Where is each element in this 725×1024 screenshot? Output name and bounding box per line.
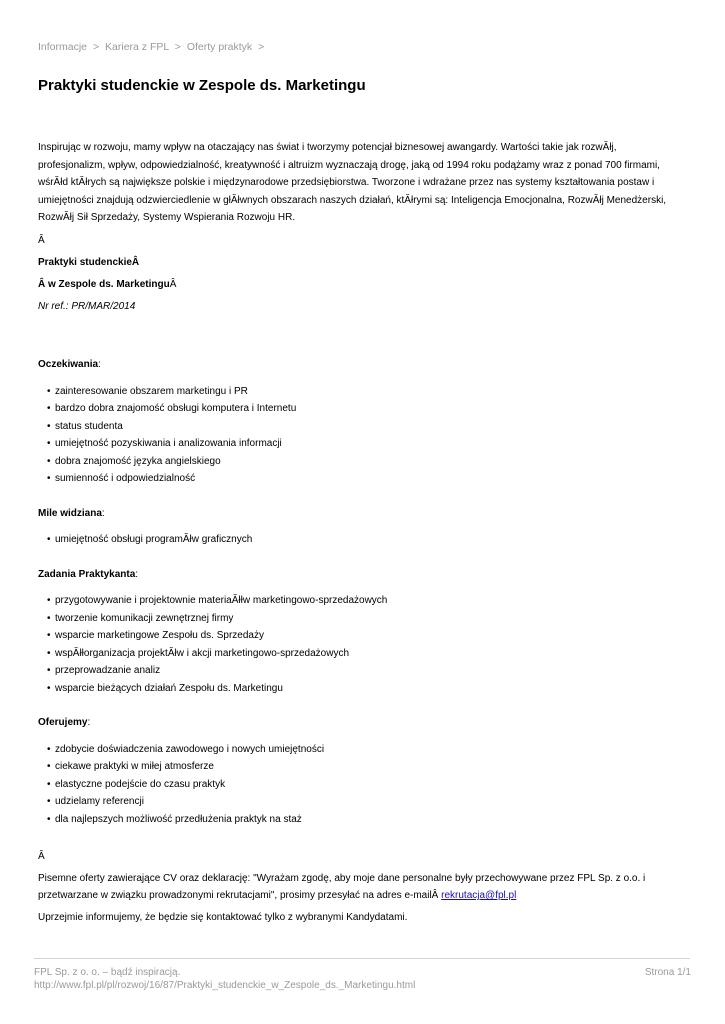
section-mile-widziana (38, 505, 678, 549)
breadcrumb-separator: > (258, 41, 265, 53)
section-heading-colon: : (98, 359, 101, 370)
breadcrumb-separator: > (92, 41, 100, 53)
list-item: • wspĂłłorganizacja projektĂłw i akcji marketingowo-sprzedażowych (47, 645, 678, 663)
list-item: • zainteresowanie obszarem marketingu i PR (47, 383, 678, 401)
section-heading-colon: : (135, 568, 139, 580)
offer-list (38, 741, 678, 829)
breadcrumb-link-informacje[interactable]: Informacje (38, 41, 88, 53)
list-item: • wsparcie marketingowe Zespołu ds. Sprzedaży (47, 627, 678, 645)
list-item: • dla najlepszych możliwość przedłużenia praktyk na staż (47, 811, 678, 829)
section-oczekiwania (38, 356, 678, 488)
list-item: • bardzo dobra znajomość obsługi komputera i Internetu (47, 400, 678, 418)
page-number: Strona 1/1 (644, 967, 691, 978)
section-heading-colon: : (87, 717, 91, 728)
list-item: • przeprowadzanie analiz (47, 662, 678, 680)
list-item: • ciekawe praktyki w miłej atmosferze (47, 758, 678, 776)
section-heading (38, 714, 678, 732)
contact-note: Uprzejmie informujemy, że będzie się kontaktować tylko z wybranymi Kandydatami. (38, 911, 408, 923)
job-title-text: Praktyki studenckieÂ (38, 256, 140, 268)
list-item: • elastyczne podejście do czasu praktyk (47, 776, 678, 794)
job-title-team: Â w Zespole ds. Marketingu (38, 278, 170, 290)
section-heading (38, 566, 678, 584)
section-oferujemy (38, 714, 678, 828)
list-item: • tworzenie komunikacji zewnętrznej firmy (47, 610, 678, 628)
list-item: • sumienność i odpowiedzialność (47, 470, 678, 488)
footer-url: http://www.fpl.pl/pl/rozwoj/16/87/Praktyki_studenckie_w_Zespole_ds._Marketingu.html (34, 979, 416, 991)
nice-to-have-list (38, 531, 678, 549)
requirements-list (38, 383, 678, 488)
breadcrumb (38, 41, 267, 53)
footer-divider (34, 958, 690, 959)
reference-number: Nr ref.: PR/MAR/2014 (38, 300, 136, 312)
job-title-line2 (38, 276, 678, 294)
stray-char: Â (38, 851, 45, 862)
list-item: • status studenta (47, 418, 678, 436)
list-item: • dobra znajomość języka angielskiego (47, 453, 678, 471)
breadcrumb-link-oferty[interactable]: Oferty praktyk (186, 41, 253, 53)
list-item: • umiejętność pozyskiwania i analizowania informacji (47, 435, 678, 453)
email-link[interactable]: rekrutacja@fpl.pl (441, 890, 517, 901)
stray-char: Â (38, 234, 45, 246)
application-instructions (38, 870, 678, 905)
section-heading-text: Zadania Praktykanta (38, 568, 136, 580)
list-item: • przygotowywanie i projektownie materiaĂłłw marketingowo-sprzedażowych (47, 592, 678, 610)
tasks-list (38, 592, 678, 697)
job-title-line1 (38, 254, 678, 272)
job-offer-content (38, 139, 678, 926)
page-title: Praktyki studenckie w Zespole ds. Marketingu (38, 77, 366, 94)
section-heading-colon: : (101, 507, 105, 519)
section-heading (38, 356, 678, 374)
section-heading-text: Oferujemy (38, 717, 88, 728)
section-zadania (38, 566, 678, 698)
section-heading-text: Mile widziana (38, 507, 102, 519)
list-item: • wsparcie bieżących działań Zespołu ds. Marketingu (47, 680, 678, 698)
breadcrumb-link-kariera[interactable]: Kariera z FPL (105, 41, 169, 53)
section-heading-text: Oczekiwania (38, 359, 99, 370)
company-intro: Inspirując w rozwoju, mamy wpływ na otaczający nas świat i tworzymy potencjał biznesowej awangardy. Wartości takie jak rozwĂłj, profesjonalizm, wpływ, odpowiedzialność, kreatywność i altruizm wyznaczają drogę, jaką od 1994 roku podążamy wraz z ponad 700 firmami, wśrĂłd ktĂłrych są największe polskie i międzynarodowe przedsiębiorstwa. Tworzone i wdrażane przez nas systemy kształtowania postaw i umiejętności znajdują odzwierciedlenie w głĂłwnych obszarach naszych działań, ktĂłrymi są: Inteligencja Emocjonalna, RozwĂłj Menedżerski, RozwĂłj Sił Sprzedaży, Systemy Wspierania Rozwoju HR. (38, 142, 667, 223)
footer-info (34, 967, 415, 992)
breadcrumb-separator: > (174, 41, 181, 53)
application-text: Pisemne oferty zawierające CV oraz deklarację: "Wyrażam zgodę, aby moje dane personalne były przechowywane przez FPL Sp. z o.o. i przetwarzane w związku prowadzonymi rekrutacjami", prosimy przesyłać na adres e-mailÂ (38, 872, 646, 901)
job-title-trail: Â (169, 278, 177, 290)
list-item: • zdobycie doświadczenia zawodowego i nowych umiejętności (47, 741, 678, 759)
list-item: • udzielamy referencji (47, 793, 678, 811)
section-heading (38, 505, 678, 523)
footer-company: FPL Sp. z o. o. – bądź inspiracją. (34, 967, 181, 978)
list-item: • umiejętność obsługi programĂłw graficznych (47, 531, 678, 549)
